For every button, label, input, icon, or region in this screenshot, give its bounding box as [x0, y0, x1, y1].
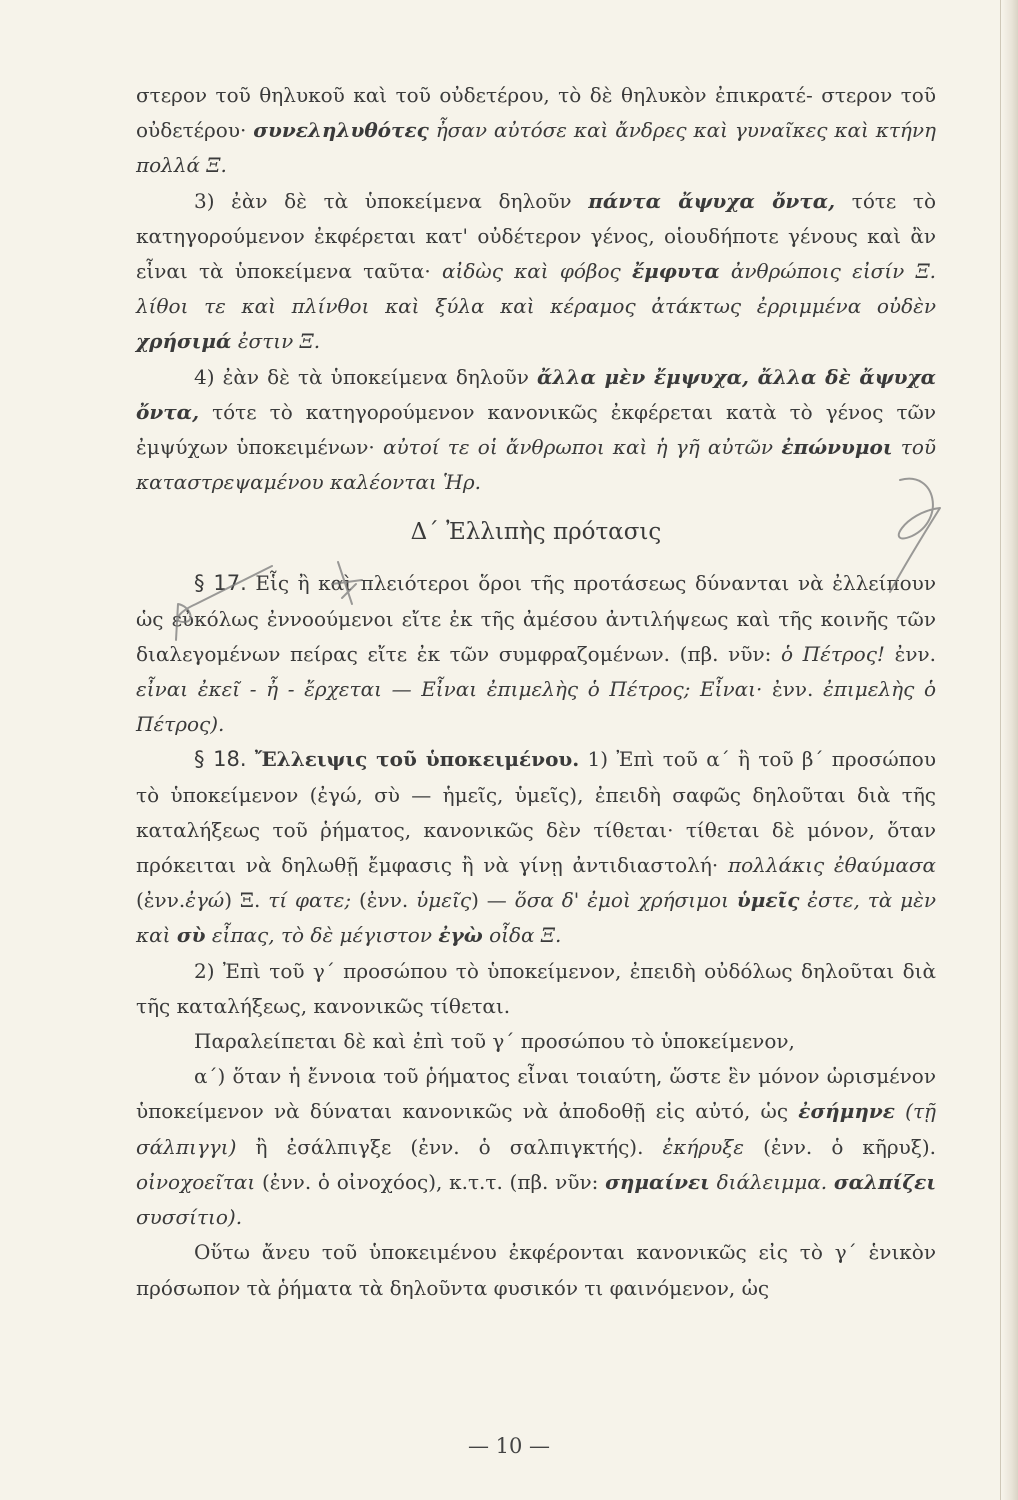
example-bold: σὺ [176, 923, 206, 948]
section-title: Ἔλλειψις τοῦ ὑποκειμένου. [254, 747, 580, 772]
text: (ἐνν. [359, 888, 409, 913]
example-bold: χρήσιμά [136, 329, 232, 354]
text: (ἐνν. ὁ οἰνοχόος), κ.τ.τ. (πβ. νῦν: [261, 1169, 599, 1194]
example-bold: ὑμεῖς [736, 888, 800, 913]
text: Εἷς ἢ καὶ πλειότεροι ὅροι τῆς προτάσεως δύνανται νὰ ἐλλείπουν ὡς εὐκόλως ἐννοούμενοι εἴτε ἐκ τῆς ἀμέσου ἀντιλήψεως καὶ τῆς κοινῆς τῶν διαλεγομένων πείρας εἴτε ἐκ τῶν συμφραζομένων. (πβ. νῦν: [136, 571, 936, 666]
example-italic: ἐγώ [185, 888, 225, 913]
example-italic: καὶ γυναῖκες καὶ κτήνη πολλά Ξ. [136, 118, 937, 178]
page-body [136, 78, 936, 1306]
example-italic: ὅσα δ' ἐμοὶ χρήσιμοι [514, 888, 729, 913]
page-number: — 10 — [467, 1434, 551, 1458]
example-italic: ὁ Πέτρος! [781, 641, 885, 666]
text: (ἐνν. ὁ κῆρυξ). [763, 1134, 937, 1159]
text: ἐνν. [771, 677, 814, 702]
example-italic: τί φατε; [268, 888, 352, 913]
text: 4) ἐὰν δὲ τὰ ὑποκείμενα δηλοῦν [194, 364, 529, 389]
example-italic: ἐκήρυξε [662, 1134, 745, 1159]
emphasis: πάντα ἄψυχα ὄντα, [588, 188, 836, 213]
text: ἐνν. [894, 641, 937, 666]
omission-paragraph: Παραλείπεται δὲ καὶ ἐπὶ τοῦ γ΄ προσώπου τὸ ὑποκείμενον, [194, 1029, 795, 1054]
example-bold: ἐγὼ [438, 923, 483, 948]
example-italic: πολλάκις ἐθαύμασα [727, 853, 936, 878]
section-17-paragraph [136, 566, 936, 742]
line-1: στερον τοῦ θηλυκοῦ καὶ τοῦ οὐδετέρου, τὸ δὲ θηλυκὸν ἐπικρατέ- [136, 83, 813, 107]
example-italic: ἀνθρώποις εἰσίν Ξ. λίθοι τε καὶ πλίνθοι καὶ ξύλα καὶ κέραμος ἀτάκτως ἐρριμμένα οὐδὲν [136, 259, 936, 319]
example-bold: ἐσήμηνε [798, 1099, 895, 1124]
example-italic: ἦσαν αὐτόσε καὶ ἄνδρες [435, 118, 687, 143]
continued-paragraph [136, 78, 936, 184]
page-edge-shadow [1002, 0, 1018, 1500]
example-italic: αὐτοί τε οἱ ἄνθρωποι καὶ ἡ γῆ αὐτῶν [382, 435, 774, 460]
example-italic: ἐστιν Ξ. [237, 329, 321, 354]
example-italic: οἶδα Ξ. [489, 923, 562, 948]
emphasis: ἄλλα μὲν ἔμψυχα, ἄλλα δὲ ἄψυχα ὄντα, [136, 364, 937, 424]
case-a-paragraph [136, 1059, 936, 1235]
example-italic: αἰδὼς καὶ φόβος [442, 259, 621, 284]
example-italic: εἶναι ἐκεῖ - ἦ - ἔρχεται — Εἶναι ἐπιμελὴς ὁ Πέτρος; Εἶναι· [136, 677, 763, 702]
section-number: § 18. [194, 747, 247, 772]
rule-4-paragraph [136, 360, 936, 501]
text: 1) Ἐπὶ τοῦ α΄ ἢ τοῦ β΄ προσώπου τὸ ὑποκείμενον (ἐγώ, σὺ — ἡμεῖς, ὑμεῖς), ἐπειδὴ σαφῶς δηλοῦται διὰ τῆς καταλήξεως τοῦ ῥήματος, κανονικῶς δὲν τίθεται· τίθεται δὲ μόνον, ὅταν πρόκειται νὰ δηλωθῇ ἔμφασις ἢ νὰ γίνῃ ἀντιδιαστολή· [136, 747, 936, 878]
rule-2-paragraph: 2) Ἐπὶ τοῦ γ΄ προσώπου τὸ ὑποκείμενον, ἐπειδὴ οὐδόλως δηλοῦται διὰ τῆς καταλήξεως, κανονικῶς τίθεται. [136, 958, 936, 1018]
rule-3-paragraph [136, 184, 936, 360]
example-italic: (τῇ σάλπιγγι) [136, 1099, 937, 1159]
text: τότε τὸ κατηγορούμενον ἐκφέρεται κατ' οὐδέτερον γένος, οἱουδήποτε γένους καὶ ἂν εἶναι τὰ ὑποκείμενα ταῦτα· [136, 188, 937, 284]
example-bold: ἐπώνυμοι [781, 435, 893, 460]
text: ) Ξ. [224, 888, 261, 913]
example-bold: συνεληλυθότες [253, 118, 429, 143]
text: ἢ ἐσάλπιγξε (ἐνν. ὁ σαλπιγκτής). [255, 1134, 644, 1159]
example-italic: συσσίτιο). [136, 1205, 243, 1230]
example-bold: σημαίνει [605, 1169, 710, 1194]
text: α΄) ὅταν ἡ ἔννοια τοῦ ῥήματος εἶναι τοιαύτη, ὥστε ἓν μόνον ὡρισμένον ὑποκείμενον νὰ δύναται κανονικῶς νὰ ἀποδοθῇ εἰς αὐτό, ὡς [136, 1064, 936, 1124]
text: 3) ἐὰν δὲ τὰ ὑποκείμενα δηλοῦν [194, 188, 572, 213]
example-bold: σαλπίζει [833, 1169, 937, 1194]
example-italic: διάλειμμα. [716, 1169, 828, 1194]
example-italic: ὑμεῖς [416, 888, 472, 913]
text: τότε τὸ κατηγορούμενον κανονικῶς ἐκφέρεται κατὰ τὸ γένος τῶν ἐμψύχων ὑποκειμένων· [136, 399, 936, 460]
text: στερον τοῦ οὐδετέρου· [136, 83, 936, 143]
example-bold: ἔμφυτα [631, 259, 720, 284]
text: ) — [471, 888, 507, 913]
example-italic: τοῦ καταστρεψαμένου καλέονται Ἡρ. [136, 435, 937, 495]
page-edge-line [1000, 0, 1001, 1500]
example-italic: ἐστε, τὰ μὲν καὶ [136, 888, 937, 948]
section-heading: Δ΄ Ἐλλιπὴς πρότασις [410, 519, 662, 546]
example-italic: οἰνοχοεῖται [136, 1169, 256, 1194]
section-number: § 17. [194, 571, 247, 596]
section-18-paragraph [136, 742, 936, 953]
final-paragraph: Οὕτω ἄνευ τοῦ ὑποκειμένου ἐκφέρονται κανονικῶς εἰς τὸ γ΄ ἑνικὸν πρόσωπον τὰ ῥήματα τὰ δηλοῦντα φυσικόν τι φαινόμενον, ὡς [136, 1240, 936, 1300]
example-italic: εἶπας, τὸ δὲ μέγιστον [211, 923, 432, 948]
example-italic: ἐπιμελὴς ὁ Πέτρος). [136, 677, 937, 737]
text: (ἐνν. [136, 888, 186, 913]
